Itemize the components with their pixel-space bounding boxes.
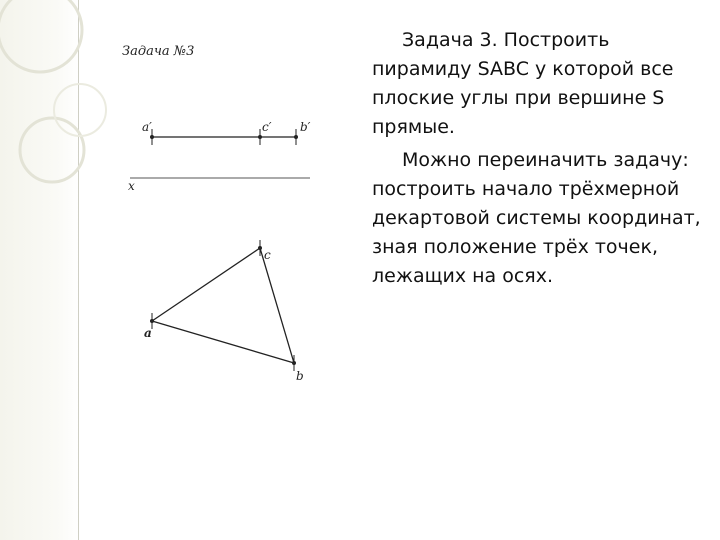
decor-circle-2 — [20, 118, 84, 182]
decor-circle-1 — [0, 0, 82, 72]
edge-ab — [152, 321, 294, 363]
decor-circle-3 — [54, 84, 106, 136]
b-prime-point — [294, 135, 298, 139]
b-point — [292, 361, 296, 365]
edge-cb — [260, 248, 294, 363]
label-x-axis: x — [128, 179, 135, 193]
label-c: c — [264, 248, 271, 262]
label-b-prime: b′ — [300, 120, 311, 134]
problem-statement — [372, 26, 712, 142]
problem-rephrasing: Можно переиначить задачу: построить начало трёхмерной декартовой системы координат, зная положение трёх точек, лежащих на осях. — [372, 149, 701, 287]
label-a-prime: a′ — [142, 120, 152, 134]
label-c-prime: c′ — [262, 120, 272, 134]
label-a: a — [144, 326, 152, 340]
c-prime-point — [258, 135, 262, 139]
problem-statement-body: Построить пирамиду SABC у которой все плоские углы при вершине S прямые. — [372, 29, 674, 138]
problem-text — [372, 26, 712, 291]
problem-figure — [100, 30, 330, 400]
c-point — [258, 246, 262, 250]
problem-number: Задача 3. — [402, 29, 498, 51]
figure-title: Задача №3 — [122, 44, 195, 59]
a-prime-point — [150, 135, 154, 139]
a-point — [150, 319, 154, 323]
label-b: b — [296, 369, 304, 383]
edge-ac — [152, 248, 260, 321]
